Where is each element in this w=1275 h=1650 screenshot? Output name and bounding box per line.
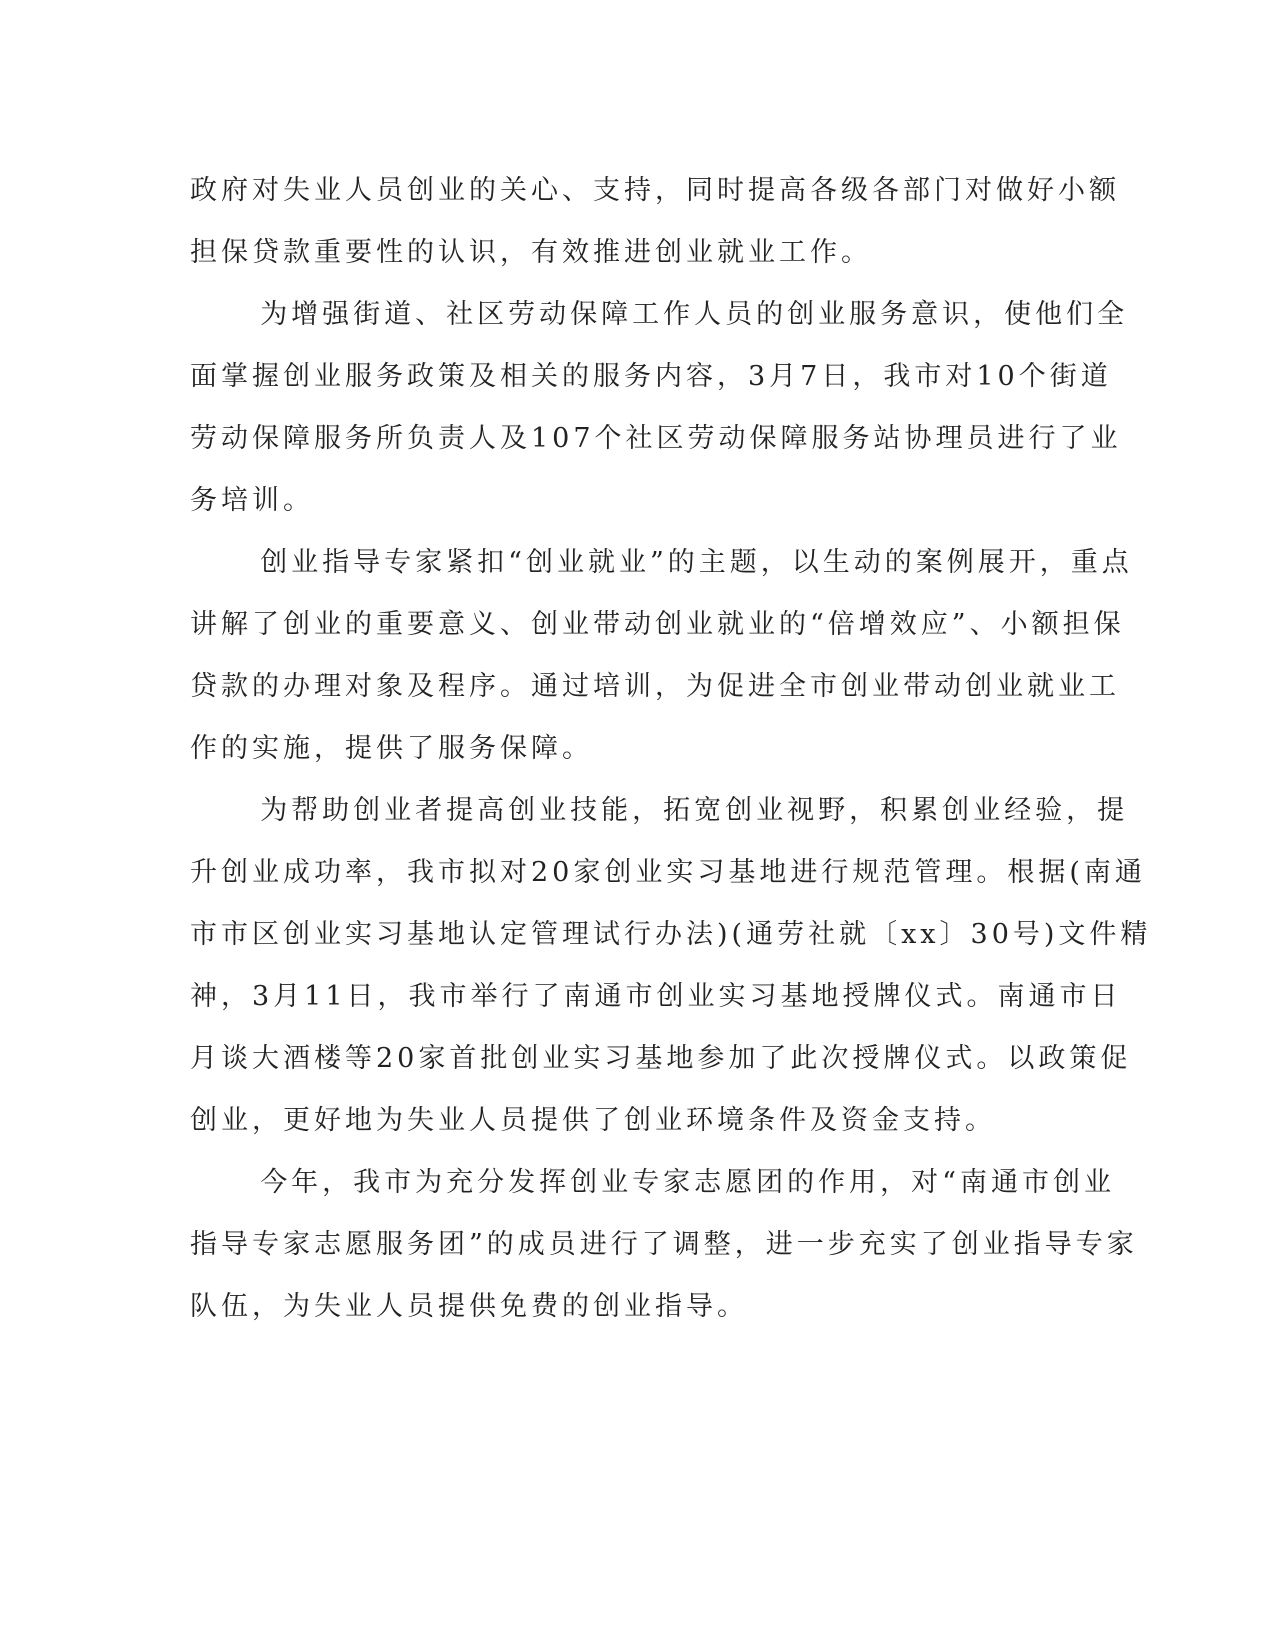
paragraph-line: 劳动保障服务所负责人及107个社区劳动保障服务站协理员进行了业 bbox=[190, 423, 1122, 454]
paragraph-line: 创业指导专家紧扣“创业就业”的主题，以生动的案例展开，重点 bbox=[260, 547, 1133, 578]
paragraph-line: 务培训。 bbox=[190, 485, 314, 516]
paragraph-4 bbox=[190, 780, 1152, 1152]
paragraph-line: 为帮助创业者提高创业技能，拓宽创业视野，积累创业经验，提 bbox=[260, 795, 1129, 826]
paragraph-line: 贷款的办理对象及程序。通过培训，为促进全市创业带动创业就业工 bbox=[190, 671, 1120, 702]
paragraph-line: 月谈大酒楼等20家首批创业实习基地参加了此次授牌仪式。以政策促 bbox=[190, 1043, 1132, 1074]
paragraph-line: 升创业成功率，我市拟对20家创业实习基地进行规范管理。根据(南通 bbox=[190, 857, 1146, 888]
paragraph-line: 创业，更好地为失业人员提供了创业环境条件及资金支持。 bbox=[190, 1105, 996, 1136]
paragraph-line: 为增强街道、社区劳动保障工作人员的创业服务意识，使他们全 bbox=[260, 299, 1129, 330]
paragraph-line: 神，3月11日，我市举行了南通市创业实习基地授牌仪式。南通市日 bbox=[190, 981, 1122, 1012]
paragraph-line: 担保贷款重要性的认识，有效推进创业就业工作。 bbox=[190, 237, 872, 268]
paragraph-5 bbox=[190, 1152, 1138, 1338]
paragraph-1 bbox=[190, 160, 1120, 284]
document-body bbox=[190, 160, 1152, 1338]
paragraph-3 bbox=[190, 532, 1133, 780]
paragraph-line: 政府对失业人员创业的关心、支持，同时提高各级各部门对做好小额 bbox=[190, 175, 1120, 206]
paragraph-line: 面掌握创业服务政策及相关的服务内容，3月7日，我市对10个街道 bbox=[190, 361, 1112, 392]
paragraph-line: 市市区创业实习基地认定管理试行办法)(通劳社就〔xx〕30号)文件精 bbox=[190, 919, 1152, 950]
paragraph-line: 讲解了创业的重要意义、创业带动创业就业的“倍增效应”、小额担保 bbox=[190, 609, 1125, 640]
paragraph-line: 今年，我市为充分发挥创业专家志愿团的作用，对“南通市创业 bbox=[260, 1167, 1115, 1198]
paragraph-2 bbox=[190, 284, 1129, 532]
paragraph-line: 指导专家志愿服务团”的成员进行了调整，进一步充实了创业指导专家 bbox=[190, 1229, 1138, 1260]
paragraph-line: 队伍，为失业人员提供免费的创业指导。 bbox=[190, 1291, 748, 1322]
paragraph-line: 作的实施，提供了服务保障。 bbox=[190, 733, 593, 764]
